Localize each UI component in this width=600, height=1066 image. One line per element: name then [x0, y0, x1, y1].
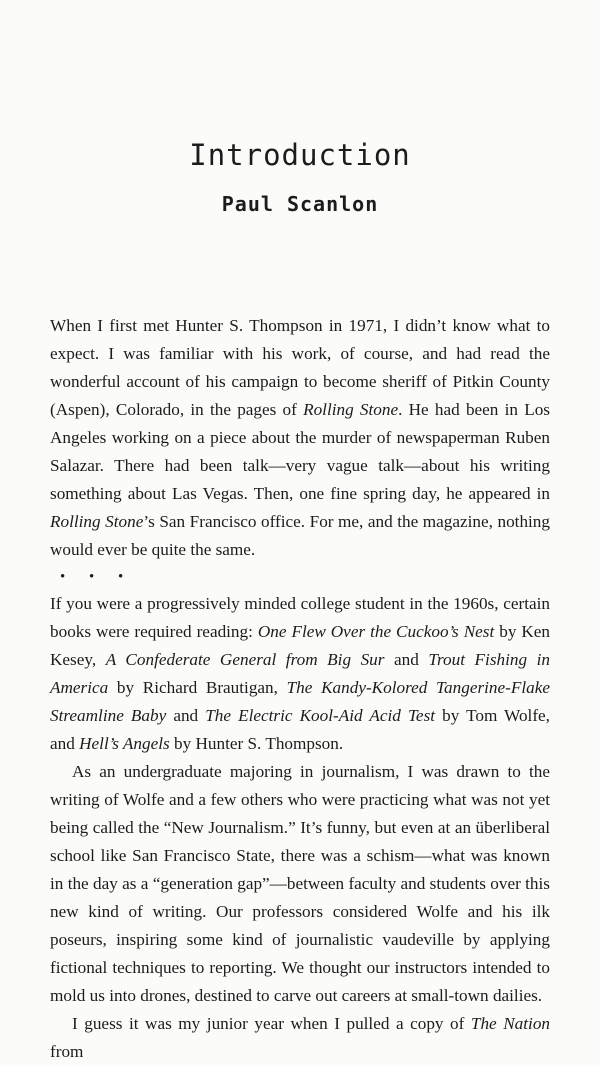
italic-title: Hell’s Angels: [79, 734, 170, 753]
italic-title: The Nation: [470, 1014, 551, 1033]
italic-title: Trout Fishing in America: [50, 650, 550, 697]
chapter-title: Introduction: [189, 138, 411, 172]
text-run: by Richard Brautigan,: [108, 678, 287, 697]
paragraph: [50, 1010, 550, 1066]
italic-title: A Confederate General from Big Sur: [105, 650, 385, 669]
text-run: . He had been in Los Angeles working on a piece about the murder of newspaperman Ruben Salazar. There had been talk—very vague talk—about his writing something about Las Vegas. Then, one fine spring day, he appeared in: [50, 400, 551, 503]
body-text: [50, 312, 550, 1066]
text-run: by Tom Wolfe, and: [50, 706, 550, 753]
text-run: As an undergraduate majoring in journalism, I was drawn to the writing of Wolfe and a few others who were practicing what was not yet being called the “New Journalism.” It’s funny, but even at an überliberal school like San Francisco State, there was a schism—what was known in the day as a “generation gap”—between faculty and students over this new kind of writing. Our professors considered Wolfe and his ilk poseurs, inspiring some kind of journalistic vaudeville by applying fictional techniques to reporting. We thought our instructors intended to mold us into drones, destined to carve out careers at small-town dailies.: [50, 762, 550, 1005]
paragraph: [50, 590, 550, 758]
italic-title: The Electric Kool-Aid Acid Test: [205, 706, 436, 725]
paragraph: [50, 758, 550, 1010]
italic-title: One Flew Over the Cuckoo’s Nest: [257, 622, 495, 641]
paragraph: [50, 312, 550, 564]
text-run: ’s San Francisco office. For me, and the magazine, nothing would ever be quite the same.: [50, 512, 550, 559]
section-break: • • •: [60, 569, 134, 585]
text-run: and: [384, 650, 429, 669]
italic-title: Rolling Stone: [303, 400, 399, 419]
chapter-author: Paul Scanlon: [221, 192, 379, 216]
text-run: When I first met Hunter S. Thompson in 1971, I didn’t know what to expect. I was familiar with his work, of course, and had read the wonderful account of his campaign to become sheriff of Pitkin County (Aspen), Colorado, in the pages of: [50, 316, 550, 419]
text-run: by Hunter S. Thompson.: [169, 734, 344, 753]
text-run: and: [166, 706, 206, 725]
text-run: If you were a progressively minded college student in the 1960s, certain books were required reading:: [50, 594, 550, 641]
italic-title: The Kandy-Kolored Tangerine-Flake Streamline Baby: [50, 678, 550, 725]
italic-title: Rolling Stone: [50, 512, 144, 531]
text-run: I guess it was my junior year when I pulled a copy of: [72, 1014, 471, 1033]
text-run: by Ken Kesey,: [50, 622, 550, 669]
text-run: from: [50, 1042, 84, 1061]
